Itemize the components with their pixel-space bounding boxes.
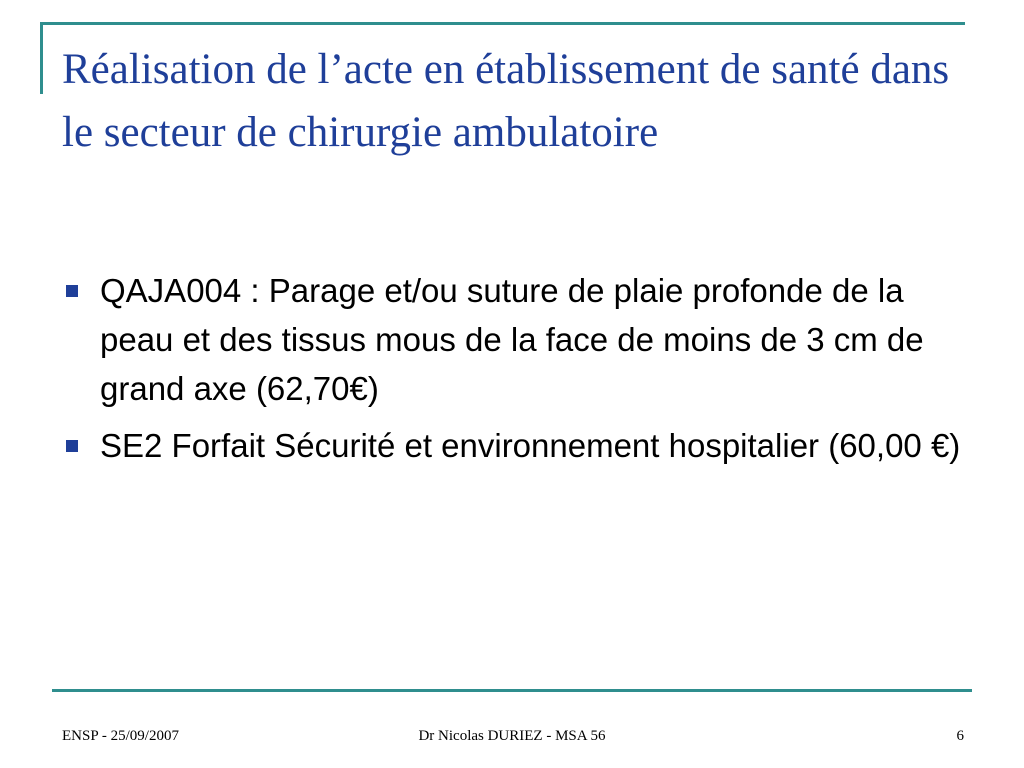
footer-rule [52,689,972,692]
footer-date: ENSP - 25/09/2007 [62,728,179,744]
square-bullet-icon [66,440,78,452]
bullet-list [62,266,972,478]
slide-title: Réalisation de l’acte en établissement de santé dans le secteur de chirurgie ambulatoire [62,46,950,156]
title-frame-top-rule [40,22,965,25]
bullet-item [62,421,972,470]
footer-author: Dr Nicolas DURIEZ - MSA 56 [418,728,606,744]
bullet-text: QAJA004 : Parage et/ou suture de plaie profonde de la peau et des tissus mous de la face de moins de 3 cm de grand axe (62,70€) [100,272,924,407]
slide-number: 6 [956,728,964,744]
square-bullet-icon [66,285,78,297]
bullet-text: SE2 Forfait Sécurité et environnement hospitalier (60,00 €) [100,427,961,464]
bullet-item [62,266,972,413]
title-frame-left-rule [40,22,43,94]
